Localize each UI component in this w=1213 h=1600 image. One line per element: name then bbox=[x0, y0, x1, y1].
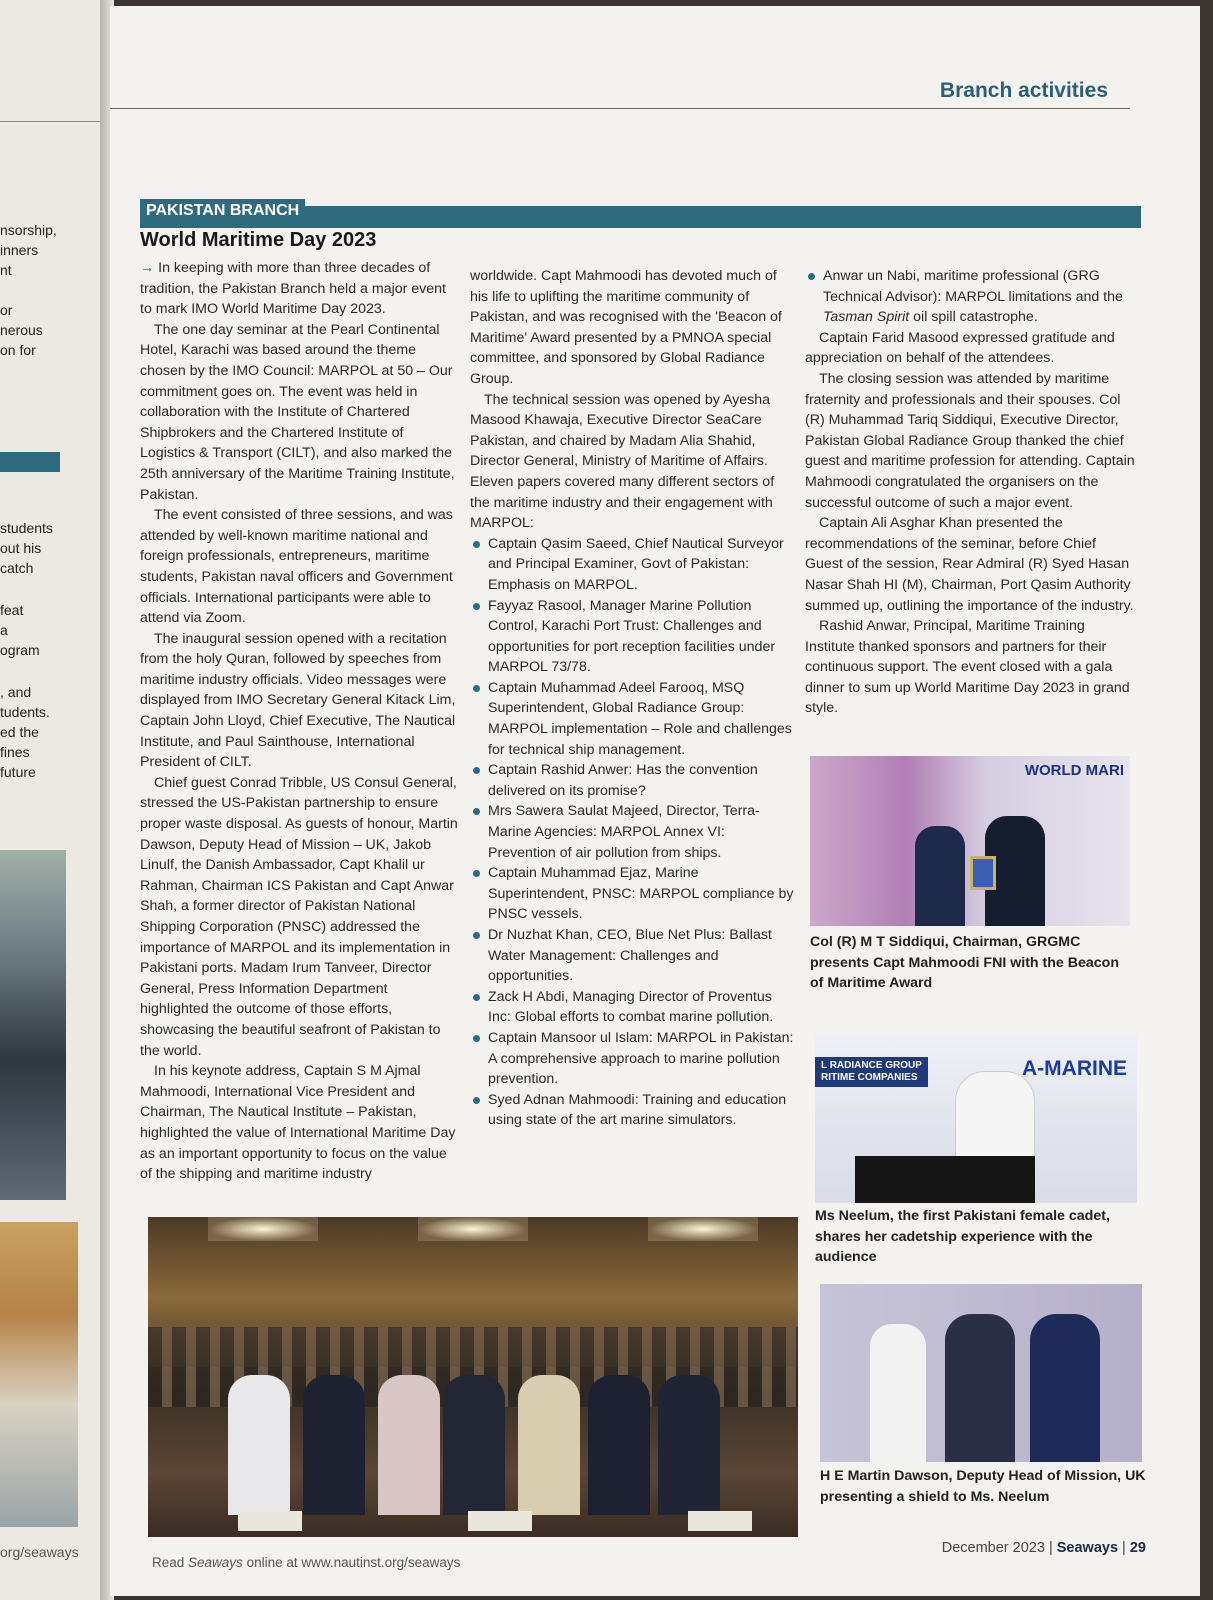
left-fragment: nsorship, bbox=[0, 222, 57, 238]
left-page-rule bbox=[0, 121, 104, 122]
photo-caption: Col (R) M T Siddiqui, Chairman, GRGMC presents Capt Mahmoodi FNI with the Beacon of Maritime Award bbox=[810, 934, 1120, 992]
list-item: Anwar un Nabi, maritime professional (GRG Technical Advisor): MARPOL limitations and the Tasman Spirit oil spill catastrophe. bbox=[805, 266, 1135, 328]
issue-date: December 2023 bbox=[941, 1540, 1045, 1556]
left-fragment: future bbox=[0, 764, 36, 780]
list-item: Syed Adnan Mahmoodi: Training and education using state of the art marine simulators. bbox=[470, 1090, 795, 1131]
sponsor-banner: L RADIANCE GROUP RITIME COMPANIES bbox=[815, 1057, 928, 1087]
papers-list-continued bbox=[805, 266, 1135, 328]
left-page-photo bbox=[0, 850, 66, 1200]
left-fragment: nerous bbox=[0, 322, 43, 338]
podium bbox=[855, 1156, 1035, 1203]
left-fragment: ed the bbox=[0, 724, 39, 740]
person-figure bbox=[870, 1324, 926, 1462]
article-column-2 bbox=[470, 266, 795, 1131]
left-fragment: feat bbox=[0, 602, 24, 618]
cadet-speaking-photo bbox=[815, 1031, 1137, 1203]
left-page-photo bbox=[0, 1222, 78, 1527]
award-shield bbox=[970, 856, 996, 890]
paragraph: In his keynote address, Captain S M Ajmal Mahmoodi, International Vice President and Chairman, The Nautical Institute – Pakistan, highlighted the value of International Maritime Day as an important opportunity to focus on the value of the shipping and maritime industry bbox=[140, 1063, 456, 1183]
list-item: Dr Nuzhat Khan, CEO, Blue Net Plus: Ballast Water Management: Challenges and opportunities. bbox=[470, 925, 795, 987]
left-fragment: tudents. bbox=[0, 704, 50, 720]
paragraph: Rashid Anwar, Principal, Maritime Training Institute thanked sponsors and partners for their continuous support. The event closed with a gala dinner to sum up World Maritime Day 2023 in grand style. bbox=[805, 618, 1130, 717]
paragraph: worldwide. Capt Mahmoodi has devoted much of his life to uplifting the maritime community of Pakistan, and was recognised with the 'Beacon of Maritime' Award presented by a PMNOA special committee, and sponsored by Global Radiance Group. bbox=[470, 268, 782, 387]
paragraph: The event consisted of three sessions, and was attended by well-known maritime national and foreign professionals, entrepreneurs, maritime students, Pakistan naval officers and Government officials. International participants were able to attend via Zoom. bbox=[140, 507, 453, 627]
left-fragment: a bbox=[0, 622, 8, 638]
chandelier bbox=[208, 1217, 318, 1241]
papers-list bbox=[470, 534, 795, 1131]
left-fragment: out his bbox=[0, 540, 42, 556]
branch-label: PAKISTAN BRANCH bbox=[140, 199, 305, 223]
left-page-footer: org/seaways bbox=[0, 1544, 79, 1560]
magazine-name: Seaways bbox=[1056, 1540, 1119, 1556]
list-item: Mrs Sawera Saulat Majeed, Director, Terra-Marine Agencies: MARPOL Annex VI: Prevention of air pollution from ships. bbox=[470, 801, 795, 863]
left-fragment: fines bbox=[0, 744, 30, 760]
header-rule bbox=[110, 108, 1130, 109]
person-figure bbox=[945, 1314, 1015, 1462]
photo-caption: H E Martin Dawson, Deputy Head of Mission, UK presenting a shield to Ms. Neelum bbox=[820, 1468, 1146, 1505]
person-figure bbox=[658, 1375, 720, 1515]
lead-paragraph: → In keeping with more than three decades of tradition, the Pakistan Branch held a major event to mark IMO World Maritime Day 2023. bbox=[140, 260, 446, 318]
shield-presentation-photo bbox=[820, 1284, 1142, 1462]
left-fragment: nt bbox=[0, 262, 12, 278]
list-item: Captain Muhammad Ejaz, Marine Superintendent, PNSC: MARPOL compliance by PNSC vessels. bbox=[470, 863, 795, 925]
article-column-3 bbox=[805, 266, 1135, 719]
person-figure bbox=[518, 1375, 580, 1515]
list-item: Captain Rashid Anwer: Has the convention delivered on its promise? bbox=[470, 760, 795, 801]
place-card bbox=[688, 1511, 752, 1531]
person-figure bbox=[1030, 1314, 1100, 1462]
paragraph: The inaugural session opened with a recitation from the holy Quran, followed by speeches from maritime industry officials. Video messages were displayed from IMO Secretary General Kitack Lim, Captain John Lloyd, Chief Executive, The Nautical Institute, and Paul Sainthouse, International President of CILT. bbox=[140, 630, 456, 771]
magazine-page bbox=[110, 6, 1200, 1596]
chandelier bbox=[648, 1217, 758, 1241]
left-fragment: inners bbox=[0, 242, 39, 258]
left-facing-page bbox=[0, 0, 104, 1600]
paragraph: Chief guest Conrad Tribble, US Consul General, stressed the US-Pakistan partnership to ensure proper waste disposal. As guests of honour, Martin Dawson, Deputy Head of Mission – UK, Jakob Linulf, the Danish Ambassador, Capt Khalil ur Rahman, Chairman ICS Pakistan and Capt Anwar Shah, a former director of Pakistan National Shipping Corporation (PNSC) addressed the importance of MARPOL and its implementation in Pakistani ports. Madam Irum Tanveer, Director General, Press Information Department highlighted the outcome of those efforts, showcasing the beautiful seafront of Pakistan to the world. bbox=[140, 774, 458, 1059]
group-photo bbox=[148, 1217, 798, 1537]
banner-text: A-MARINE bbox=[1022, 1057, 1127, 1080]
left-fragment: students bbox=[0, 520, 53, 536]
arrow-right-icon: → bbox=[140, 260, 155, 276]
chandelier bbox=[418, 1217, 528, 1241]
audience-row bbox=[148, 1327, 798, 1367]
section-heading: Branch activities bbox=[939, 79, 1108, 102]
left-fragment: catch bbox=[0, 560, 34, 576]
list-item: Fayyaz Rasool, Manager Marine Pollution Control, Karachi Port Trust: Challenges and opportunities for port reception facilities under MARPOL 73/78. bbox=[470, 596, 795, 678]
list-item: Captain Qasim Saeed, Chief Nautical Surveyor and Principal Examiner, Govt of Pakistan: Emphasis on MARPOL. bbox=[470, 534, 795, 596]
paragraph: Captain Ali Asghar Khan presented the recommendations of the seminar, before Chief Guest of the session, Rear Admiral (R) Syed Hasan Nasar Shah HI (M), Chairman, Port Qasim Authority summed up, outlining the importance of the industry. bbox=[805, 515, 1134, 614]
place-card bbox=[468, 1511, 532, 1531]
person-figure bbox=[228, 1375, 290, 1515]
list-item: Captain Muhammad Adeel Farooq, MSQ Superintendent, Global Radiance Group: MARPOL implementation – Role and challenges for technical ship management. bbox=[470, 678, 795, 760]
left-fragment: ogram bbox=[0, 642, 40, 658]
person-figure bbox=[303, 1375, 365, 1515]
photo-caption: Ms Neelum, the first Pakistani female cadet, shares her cadetship experience with the audience bbox=[815, 1208, 1110, 1266]
footer-read-online: Read Seaways online at www.nautinst.org/seaways bbox=[152, 1555, 461, 1570]
left-fragment: on for bbox=[0, 342, 36, 358]
place-card bbox=[238, 1511, 302, 1531]
person-figure bbox=[588, 1375, 650, 1515]
left-fragment: , and bbox=[0, 684, 32, 700]
paragraph: Captain Farid Masood expressed gratitude and appreciation on behalf of the attendees. bbox=[805, 329, 1115, 367]
left-fragment: or bbox=[0, 302, 13, 318]
list-item: Captain Mansoor ul Islam: MARPOL in Pakistan: A comprehensive approach to marine pollution prevention. bbox=[470, 1028, 795, 1090]
footer-issue: December 2023 | Seaways | 29 bbox=[941, 1540, 1146, 1556]
paragraph: The one day seminar at the Pearl Continental Hotel, Karachi was based around the theme chosen by the IMO Council: MARPOL at 50 – Our commitment goes on. The event was held in collaboration with the Institute of Chartered Shipbrokers and the Chartered Institute of Logistics & Transport (CILT), and also marked the 25th anniversary of the Maritime Training Institute, Pakistan. bbox=[140, 321, 455, 503]
event-sign: WORLD MARI bbox=[1024, 762, 1124, 779]
award-photo bbox=[810, 756, 1130, 926]
person-figure bbox=[378, 1375, 440, 1515]
article-column-1 bbox=[140, 258, 460, 1185]
list-item: Zack H Abdi, Managing Director of Proventus Inc: Global efforts to combat marine pollution. bbox=[470, 987, 795, 1028]
person-figure bbox=[915, 826, 965, 926]
paragraph: The technical session was opened by Ayesha Masood Khawaja, Executive Director SeaCare Pakistan, and chaired by Madam Alia Shahid, Director General, Ministry of Maritime of Affairs. Eleven papers covered many different sectors of the maritime industry and their engagement with MARPOL: bbox=[470, 391, 775, 532]
page-number: 29 bbox=[1129, 1540, 1146, 1556]
left-page-band bbox=[0, 452, 60, 472]
person-figure bbox=[443, 1375, 505, 1515]
paragraph: The closing session was attended by maritime fraternity and professionals and their spouses. Col (R) Muhammad Tariq Siddiqui, Executive Director, Pakistan Global Radiance Group thanked the chief guest and maritime profession for attending. Captain Mahmoodi congratulated the organisers on the successful outcome of such a major event. bbox=[805, 370, 1135, 511]
article-title: World Maritime Day 2023 bbox=[140, 229, 377, 251]
